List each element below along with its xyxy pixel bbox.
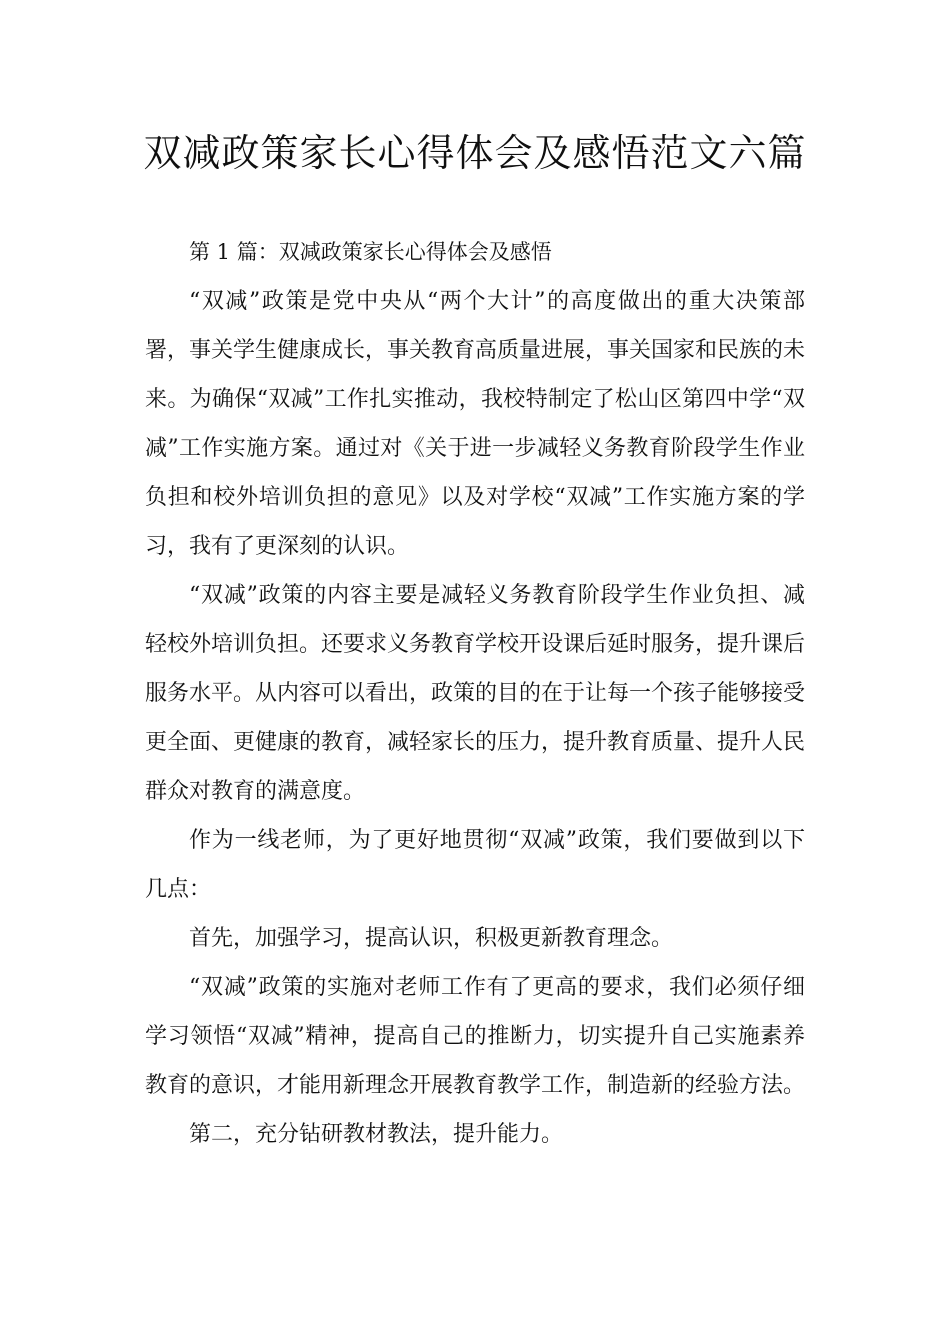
paragraph-6: 第二，充分钻研教材教法，提升能力。 [189,1122,564,1147]
document-body [145,228,805,1159]
paragraph-3: 作为一线老师，为了更好地贯彻“双减”政策，我们要做到以下几点： [145,828,805,902]
paragraph-5: “双减”政策的实施对老师工作有了更高的要求，我们必须仔细学习领悟“双减”精神，提高自己的推断力，切实提升自己实施素养教育的意识，才能用新理念开展教育教学工作，制造新的经验方法。 [145,975,806,1098]
paragraph-2: “双减”政策的内容主要是减轻义务教育阶段学生作业负担、减轻校外培训负担。还要求义务教育学校开设课后延时服务，提升课后服务水平。从内容可以看出，政策的目的在于让每一个孩子能够接受更全面、更健康的教育，减轻家长的压力，提升教育质量、提升人民群众对教育的满意度。 [145,583,806,804]
paragraph-4: 首先，加强学习，提高认识，积极更新教育理念。 [189,926,674,951]
document-title: 双减政策家长心得体会及感悟范文六篇 [143,131,807,175]
paragraph-1: “双减”政策是党中央从“两个大计”的高度做出的重大决策部署，事关学生健康成长，事关教育高质量进展，事关国家和民族的未来。为确保“双减”工作扎实推动，我校特制定了松山区第四中学“双减”工作实施方案。通过对《关于进一步减轻义务教育阶段学生作业负担和校外培训负担的意见》以及对学校“双减”工作实施方案的学习，我有了更深刻的认识。 [145,289,806,559]
section-heading: 第 1 篇：双减政策家长心得体会及感悟 [189,240,552,264]
